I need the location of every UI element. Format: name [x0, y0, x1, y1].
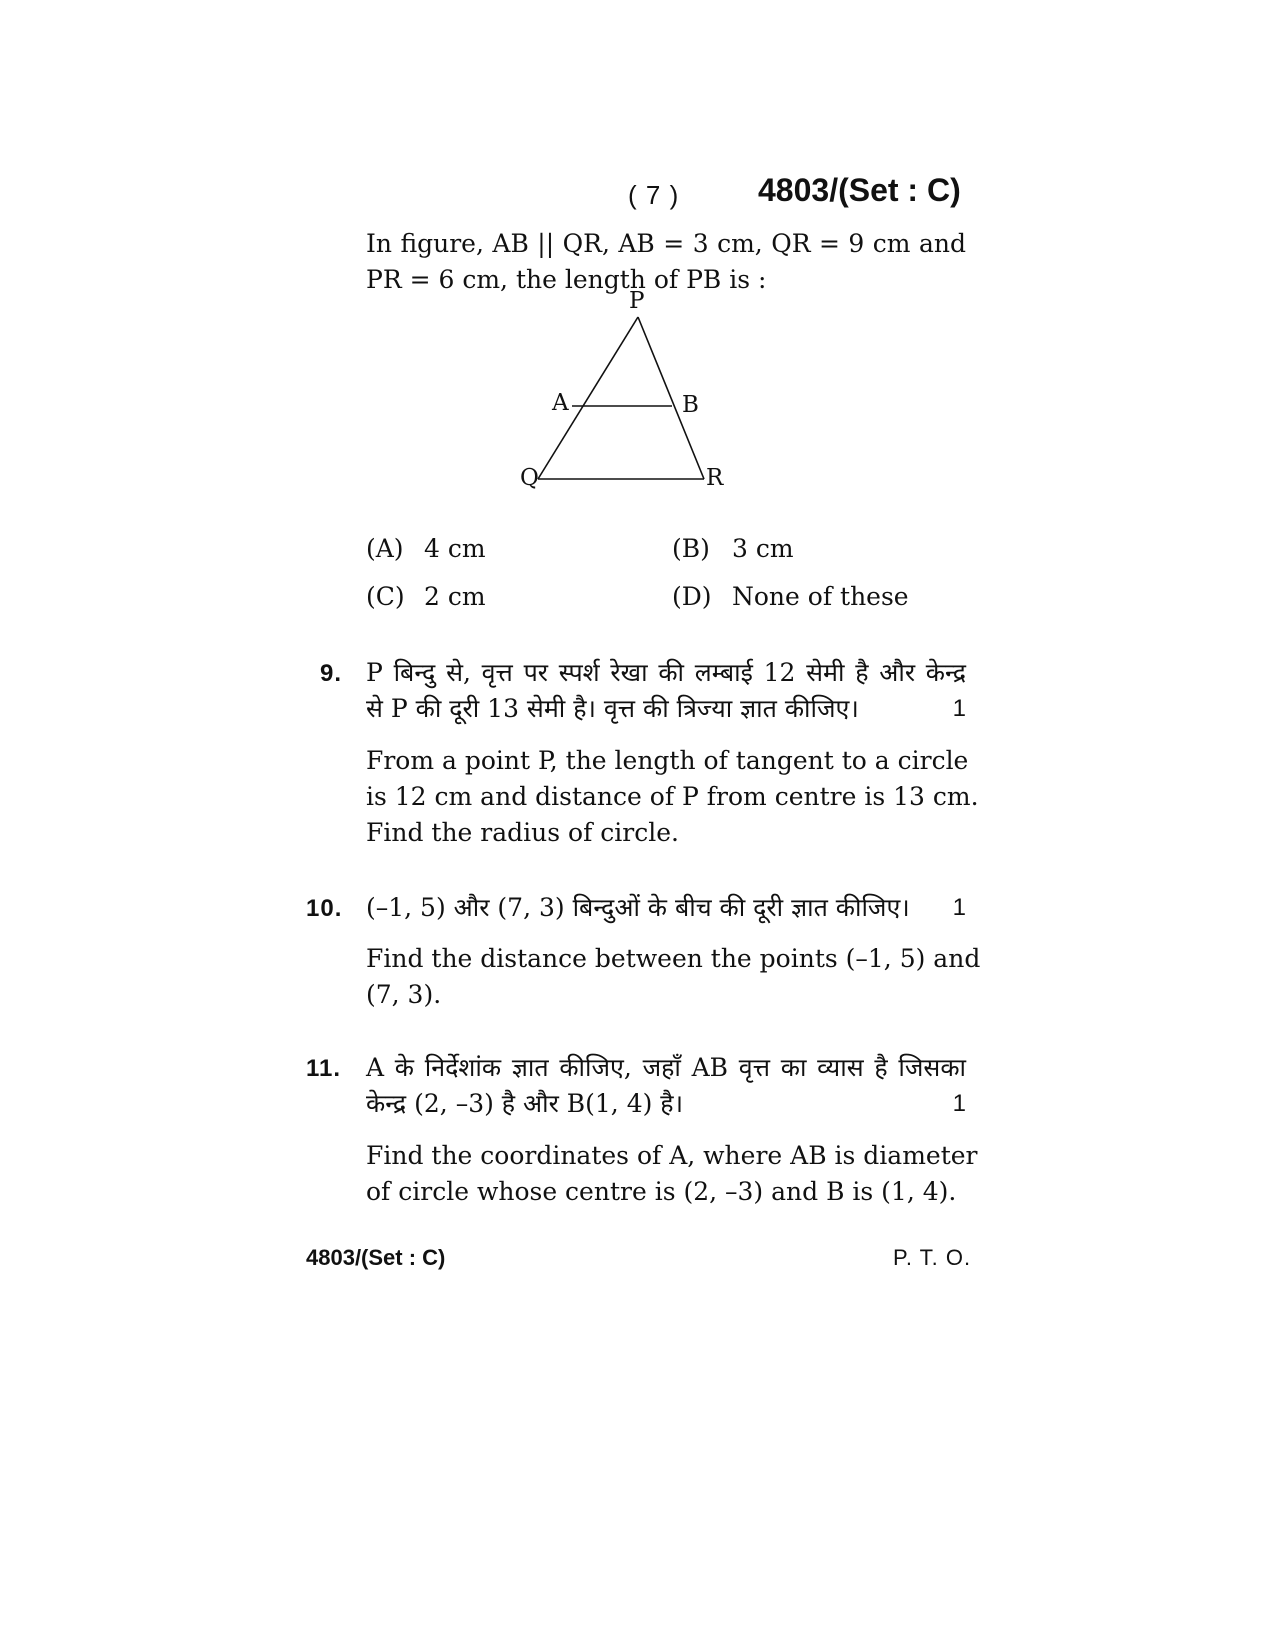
vertex-label-q: Q — [520, 465, 539, 491]
vertex-label-b: B — [682, 392, 699, 418]
option-a-label: (A) — [366, 534, 404, 563]
footer-paper-code: 4803/(Set : C) — [306, 1245, 446, 1270]
option-b-label: (B) — [672, 534, 710, 563]
vertex-label-r: R — [706, 465, 724, 491]
question-11-english-line: of circle whose centre is (2, –3) and B is (1, 4). — [366, 1177, 957, 1206]
question-10-number: 10. — [306, 895, 343, 922]
vertex-label-p: P — [629, 290, 645, 314]
question-9-english-line: Find the radius of circle. — [366, 818, 679, 847]
question-9-english — [366, 743, 979, 851]
question-8-line: In figure, AB || QR, AB = 3 cm, QR = 9 cm and — [366, 229, 966, 258]
options-row — [366, 534, 966, 570]
question-11-number: 11. — [306, 1055, 342, 1082]
question-11-english-line: Find the coordinates of A, where AB is diameter — [366, 1141, 978, 1170]
question-9-hindi — [366, 655, 966, 727]
question-10-marks: 1 — [952, 894, 966, 921]
triangle-figure — [520, 290, 750, 510]
question-10-hindi-text: (–1, 5) और (7, 3) बिन्दुओं के बीच की दूरी ज्ञात कीजिए। — [366, 893, 910, 922]
question-8-text — [366, 226, 966, 298]
question-9-marks: 1 — [952, 695, 966, 722]
question-10-english-line: (7, 3). — [366, 980, 442, 1009]
option-b-text: 3 cm — [732, 534, 794, 563]
question-10-hindi — [366, 890, 966, 926]
page-number: ( 7 ) — [628, 180, 680, 210]
question-9-number: 9. — [320, 660, 343, 687]
question-11-marks: 1 — [952, 1090, 966, 1117]
question-9-english-line: is 12 cm and distance of P from centre is 13 cm. — [366, 782, 979, 811]
question-9-hindi-text: से P की दूरी 13 सेमी है। वृत्त की त्रिज्या ज्ञात कीजिए। — [366, 694, 859, 723]
option-d-text: None of these — [732, 582, 909, 611]
question-11-hindi-text: केन्द्र (2, –3) है और B(1, 4) है। — [366, 1089, 684, 1118]
option-a-text: 4 cm — [424, 534, 486, 563]
question-9-hindi-line: P बिन्दु से, वृत्त पर स्पर्श रेखा की लम्बाई 12 सेमी है और केन्द्र — [366, 658, 966, 687]
option-c-label: (C) — [366, 582, 405, 611]
question-10-hindi-line — [366, 890, 966, 926]
question-10-english — [366, 941, 981, 1013]
question-8-line: PR = 6 cm, the length of PB is : — [366, 265, 767, 294]
question-11-hindi-line: A के निर्देशांक ज्ञात कीजिए, जहाँ AB वृत्त का व्यास है जिसका — [366, 1053, 966, 1082]
options-row — [366, 582, 966, 618]
question-9-english-line: From a point P, the length of tangent to a circle — [366, 746, 969, 775]
question-11-hindi — [366, 1050, 966, 1122]
vertex-label-a: A — [552, 390, 569, 416]
option-c-text: 2 cm — [424, 582, 486, 611]
question-11-hindi-line — [366, 1086, 966, 1122]
question-11-english — [366, 1138, 978, 1210]
question-9-hindi-line — [366, 691, 966, 727]
question-10-english-line: Find the distance between the points (–1, 5) and — [366, 944, 981, 973]
paper-code: 4803/(Set : C) — [758, 172, 961, 208]
footer-pto: P. T. O. — [893, 1245, 972, 1270]
option-d-label: (D) — [672, 582, 712, 611]
